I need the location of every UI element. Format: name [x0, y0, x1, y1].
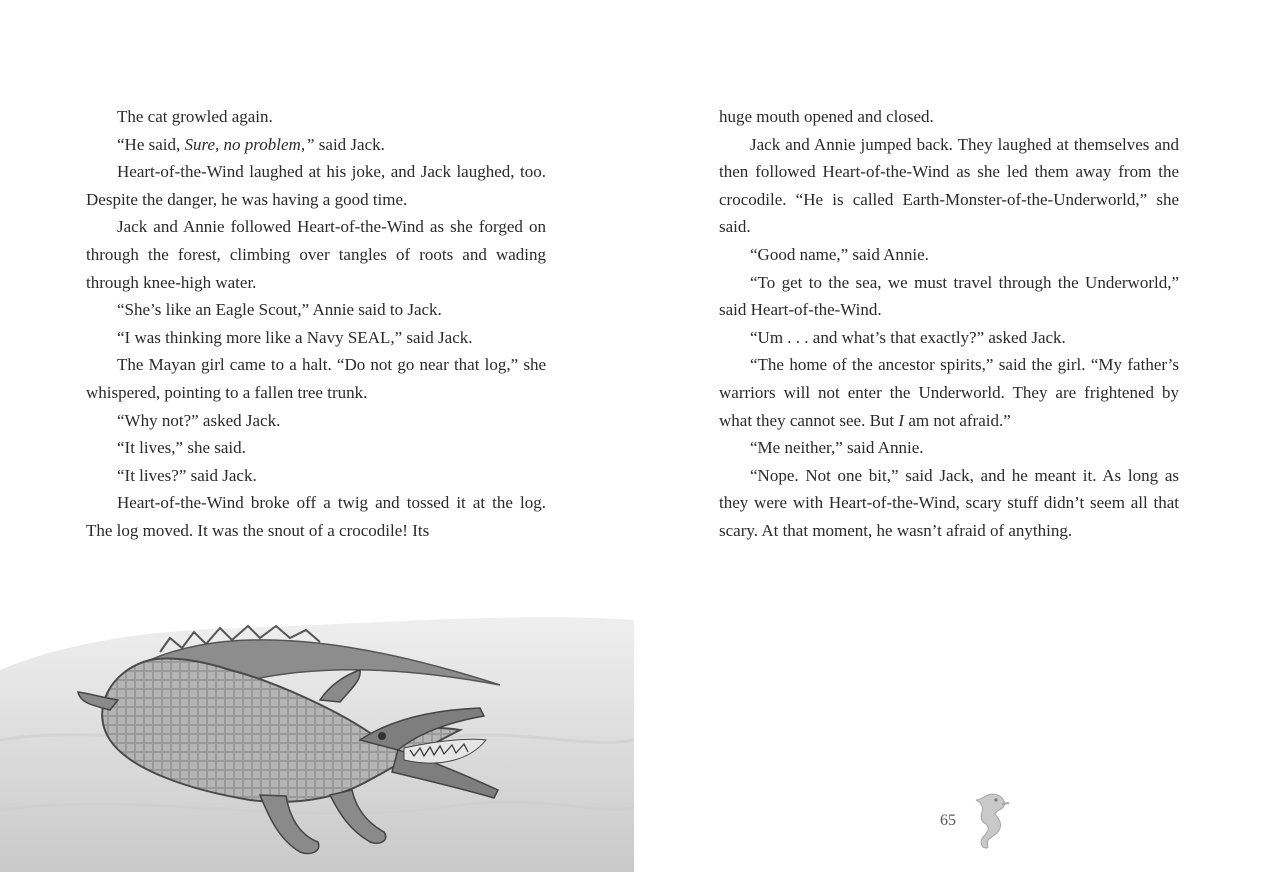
right-page: [632, 0, 1264, 872]
paragraph: “It lives?” said Jack.: [117, 465, 257, 485]
paragraph: “Good name,” said Annie.: [750, 244, 929, 264]
paragraph: The cat growled again.: [117, 107, 273, 126]
seahorse-icon: [962, 790, 1012, 850]
paragraph: “Why not?” asked Jack.: [117, 410, 281, 430]
paragraph: “Nope. Not one bit,” said Jack, and he meant it. As long as they were with Heart-of-the-Wind, scary stuff didn’t seem all that scary. At that moment, he wasn’t afraid of anything.: [719, 465, 1179, 540]
paragraph: Heart-of-the-Wind laughed at his joke, and Jack laughed, too. Despite the danger, he was having a good time.: [86, 162, 546, 209]
paragraph: The Mayan girl came to a halt. “Do not go near that log,” she whispered, pointing to a fallen tree trunk.: [86, 355, 546, 402]
paragraph: “Me neither,” said Annie.: [750, 438, 924, 458]
paragraph: “The home of the ancestor spirits,” said the girl. “My father’s warriors will not enter the Underworld. They are frightened by what they cannot see. But I am not afraid.”: [719, 355, 1179, 430]
left-text-column: [86, 103, 546, 545]
paragraph: Heart-of-the-Wind broke off a twig and tossed it at the log. The log moved. It was the snout of a crocodile! Its: [86, 493, 546, 540]
paragraph: “Um . . . and what’s that exactly?” asked Jack.: [750, 327, 1066, 347]
paragraph: “It lives,” she said.: [117, 438, 246, 458]
right-text-column: [719, 103, 1179, 545]
paragraph: “To get to the sea, we must travel through the Underworld,” said Heart-of-the-Wind.: [719, 272, 1179, 320]
paragraph: “He said, Sure, no problem,” said Jack.: [117, 134, 385, 154]
paragraph: Jack and Annie followed Heart-of-the-Wind as she forged on through the forest, climbing over tangles of roots and wading through knee-high water.: [86, 217, 546, 292]
page-number: 65: [940, 812, 956, 829]
paragraph: Jack and Annie jumped back. They laughed at themselves and then followed Heart-of-the-Wind as she led them away from the crocodile. “He is called Earth-Monster-of-the-Underworld,” she said.: [719, 134, 1179, 237]
paragraph: “I was thinking more like a Navy SEAL,” said Jack.: [117, 327, 473, 347]
crocodile-illustration: [0, 590, 634, 872]
paragraph: “She’s like an Eagle Scout,” Annie said to Jack.: [117, 300, 442, 320]
paragraph-continuation: huge mouth opened and closed.: [719, 107, 934, 126]
